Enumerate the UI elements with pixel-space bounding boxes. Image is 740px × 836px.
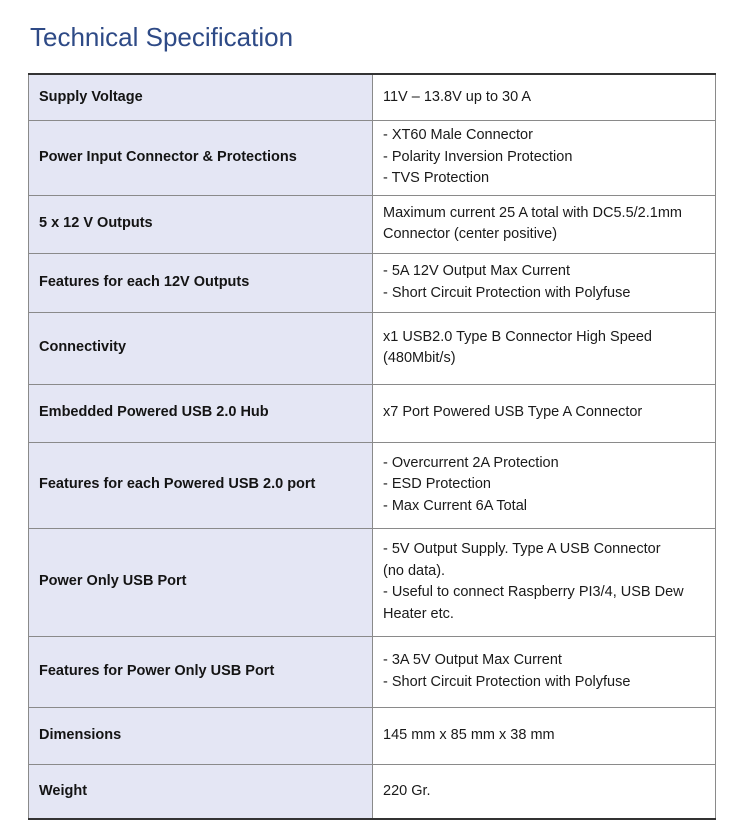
row-value xyxy=(373,707,716,764)
row-label: Features for each 12V Outputs xyxy=(29,253,373,312)
value-line: - Overcurrent 2A Protection xyxy=(383,454,559,471)
value-line: 220 Gr. xyxy=(383,782,431,799)
value-line: - Short Circuit Protection with Polyfuse xyxy=(383,673,631,690)
table-row xyxy=(29,764,716,819)
value-line: Maximum current 25 A total with DC5.5/2.1mm xyxy=(383,204,682,221)
row-label: Power Input Connector & Protections xyxy=(29,120,373,195)
row-value xyxy=(373,528,716,636)
row-value xyxy=(373,74,716,120)
table-row xyxy=(29,636,716,707)
row-value xyxy=(373,636,716,707)
row-value xyxy=(373,442,716,528)
value-line: - Polarity Inversion Protection xyxy=(383,148,573,165)
table-row xyxy=(29,74,716,120)
value-line: - 3A 5V Output Max Current xyxy=(383,652,562,668)
row-label: Embedded Powered USB 2.0 Hub xyxy=(29,384,373,442)
spec-table xyxy=(28,73,716,820)
value-line: - 5V Output Supply. Type A USB Connector xyxy=(383,541,661,557)
row-label: Weight xyxy=(29,764,373,819)
value-line: - XT60 Male Connector xyxy=(383,127,533,144)
value-line: 11V – 13.8V up to 30 A xyxy=(383,88,532,105)
table-row xyxy=(29,253,716,312)
value-line: - Short Circuit Protection with Polyfuse xyxy=(383,284,631,301)
row-label: Dimensions xyxy=(29,707,373,764)
row-value xyxy=(373,312,716,384)
row-value xyxy=(373,253,716,312)
table-row xyxy=(29,312,716,384)
table-row xyxy=(29,384,716,442)
row-label: Connectivity xyxy=(29,312,373,384)
value-line: 145 mm x 85 mm x 38 mm xyxy=(383,726,555,743)
row-value xyxy=(373,764,716,819)
table-row xyxy=(29,442,716,528)
row-label: Supply Voltage xyxy=(29,74,373,120)
value-line: (480Mbit/s) xyxy=(383,350,456,366)
page-title: Technical Specification xyxy=(30,22,294,52)
table-row xyxy=(29,195,716,253)
table-row xyxy=(29,120,716,195)
row-label: Power Only USB Port xyxy=(29,528,373,636)
row-value xyxy=(373,120,716,195)
row-label: 5 x 12 V Outputs xyxy=(29,195,373,253)
value-line: - 5A 12V Output Max Current xyxy=(383,263,570,279)
value-line: - TVS Protection xyxy=(383,170,490,187)
value-line: - ESD Protection xyxy=(383,476,491,493)
row-value xyxy=(373,195,716,253)
row-label: Features for each Powered USB 2.0 port xyxy=(29,442,373,528)
table-row xyxy=(29,528,716,636)
value-line: (no data). xyxy=(383,562,446,579)
row-label: Features for Power Only USB Port xyxy=(29,636,373,707)
row-value xyxy=(373,384,716,442)
value-line: Heater etc. xyxy=(383,605,454,622)
value-line: x1 USB2.0 Type B Connector High Speed xyxy=(383,328,652,345)
value-line: x7 Port Powered USB Type A Connector xyxy=(383,404,643,421)
value-line: - Useful to connect Raspberry PI3/4, USB Dew xyxy=(383,584,684,600)
value-line: Connector (center positive) xyxy=(383,226,558,242)
value-line: - Max Current 6A Total xyxy=(383,497,527,514)
table-row xyxy=(29,707,716,764)
